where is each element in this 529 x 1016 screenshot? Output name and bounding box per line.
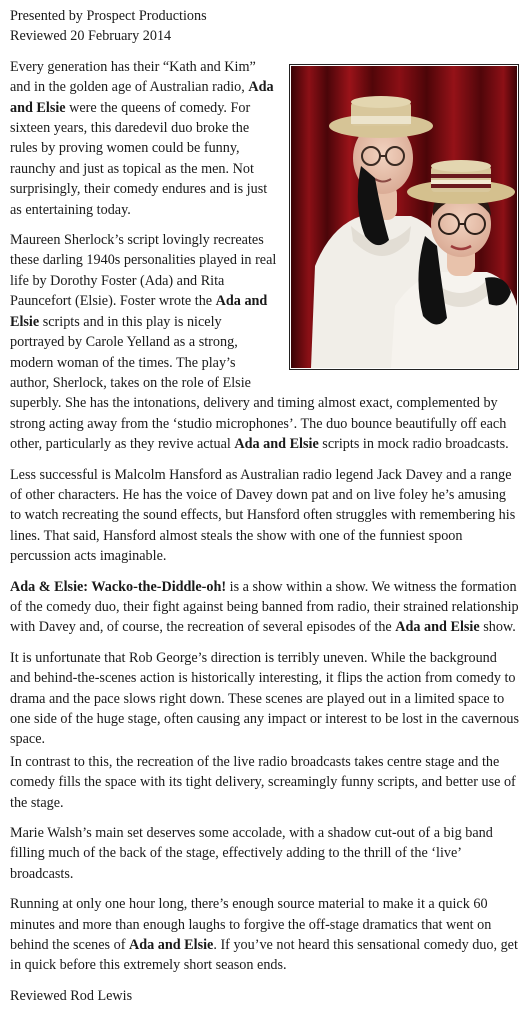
paragraph-script-text-a: Maureen Sherlock’s script lovingly recreates these darling 1940s personalities played in real life by Dorothy Foster (Ada) and Rita Pauncefort (Elsie). Foster wrote the: [10, 232, 277, 310]
presenter-line: Presented by Prospect Productions: [10, 8, 207, 24]
paragraph-script-text-c: scripts and in this play is nicely portrayed by Carole Yelland as a strong, modern woman of the times. The play’s author, Sherlock, takes on the role of Elsie superbly. She has the intonations, delivery and timing almost exact, complemented by strong acting away from the ‘studio microphones’. The duo bounce beautifully off each other, particularly as they revive actual: [10, 313, 507, 453]
paragraph-set-design: [10, 823, 520, 884]
paragraph-show-text-b: is a show within a show. We witness the formation of the comedy duo, their fight against being banned from radio, their strained relationship with Davey and, of course, the recreation of several episodes of the: [10, 578, 519, 636]
paragraph-direction-text: It is unfortunate that Rob George’s direction is terribly uneven. While the background and behind-the-scenes action is historically interesting, it flips the action from comedy to drama and the pace slows right down. These scenes are played out in a limited space to one side of the huge stage, often causing any impact or interest to be lost in the cavernous space.: [10, 649, 520, 748]
paragraph-show-text-d: show.: [479, 619, 516, 636]
paragraph-show-within-show: [10, 577, 520, 638]
paragraph-hansford: [10, 465, 520, 567]
show-title-bold: Ada and Elsie: [395, 619, 480, 636]
production-photo: [289, 64, 519, 370]
show-title-bold: Ada and Elsie: [234, 436, 319, 453]
paragraph-set-design-text: Marie Walsh’s main set deserves some accolade, with a shadow cut-out of a big band filling much of the back of the stage, effectively adding to the thrill of the ‘live’ broadcasts.: [10, 825, 493, 882]
paragraph-broadcasts-text: In contrast to this, the recreation of the live radio broadcasts takes centre stage and the comedy fills the space with its tight delivery, screamingly funny scripts, and better use of the stage.: [10, 753, 516, 811]
full-show-title-bold: Ada & Elsie: Wacko-the-Diddle-oh!: [10, 578, 227, 595]
paragraph-intro-text-a: Every generation has their “Kath and Kim” and in the golden age of Australian radio,: [10, 58, 256, 96]
show-title-bold: Ada and Elsie: [10, 293, 268, 330]
review-article: [10, 6, 520, 1016]
reviewer-signoff: Reviewed Rod Lewis: [10, 987, 133, 1004]
paragraph-intro-text-c: were the queens of comedy. For sixteen years, this daredevil duo broke the rules by proving women could be funny, raunchy and just as topical as the men. Not surprisingly, their comedy endures and is just as entertaining today.: [10, 99, 268, 218]
paragraph-script-text-e: scripts in mock radio broadcasts.: [318, 436, 509, 453]
article-meta: [10, 6, 520, 47]
paragraph-broadcasts: [10, 752, 520, 813]
paragraph-conclusion: [10, 894, 520, 976]
paragraph-hansford-text: Less successful is Malcolm Hansford as Australian radio legend Jack Davey and a range of other characters. He has the voice of Davey down pat and on live foley he’s amusing to watch recreating the sound effects, but Hansford often struggles with remembering his lines. That said, Hansford almost steals the show with one of the funniest spoon percussion acts imaginable.: [10, 466, 516, 565]
paragraph-direction: [10, 648, 520, 750]
promo-photo-icon: [291, 66, 517, 368]
show-title-bold: Ada and Elsie: [10, 79, 274, 116]
paragraph-conclusion-text-a: Running at only one hour long, there’s enough source material to make it a quick 60 minutes and more than enough laughs to forgive the off-stage dramatics that went on behind the scenes of: [10, 896, 492, 954]
show-title-bold: Ada and Elsie: [128, 937, 214, 954]
review-date: Reviewed 20 February 2014: [10, 28, 172, 45]
paragraph-conclusion-text-c: . If you’ve not heard this sensational comedy duo, get in quick before this extremely short season ends.: [10, 937, 518, 974]
